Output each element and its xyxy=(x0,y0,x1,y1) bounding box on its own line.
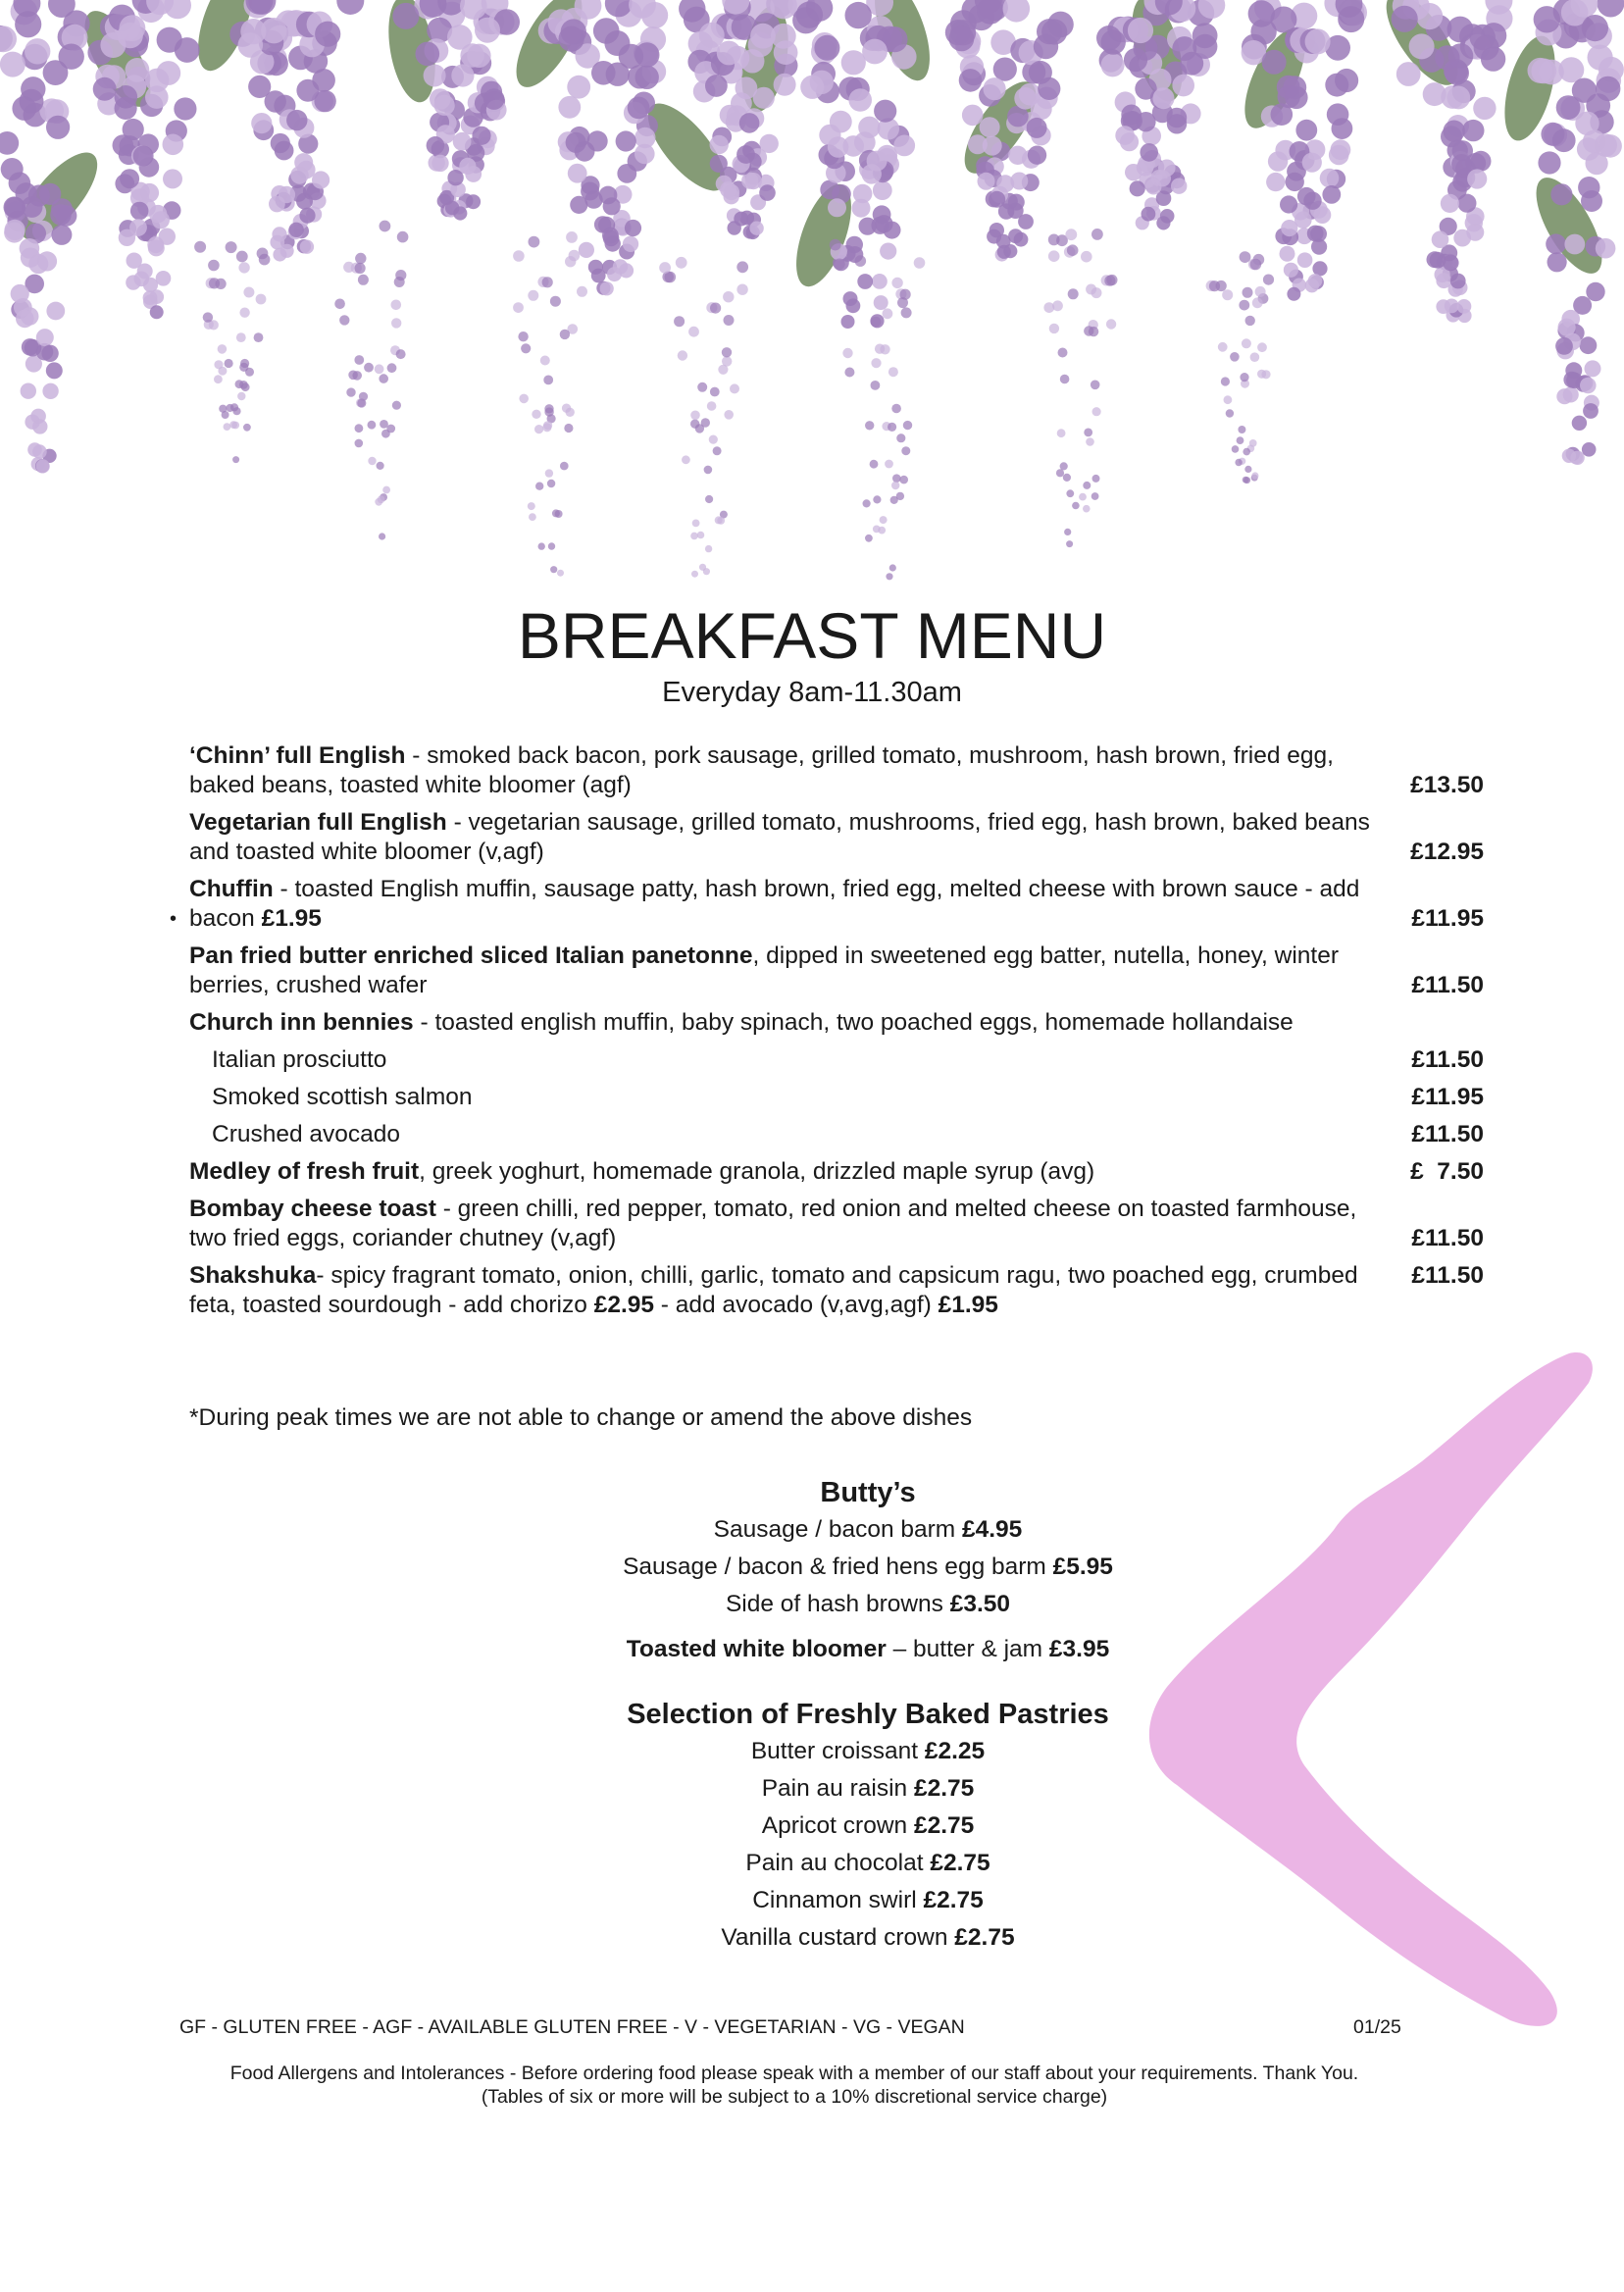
item-price: £11.50 xyxy=(1411,1225,1484,1251)
menu-line: Side of hash browns £3.50 xyxy=(725,1591,1011,1617)
menu-line: Butter croissant £2.25 xyxy=(750,1738,986,1764)
item-price: £11.50 xyxy=(1411,1121,1484,1147)
footer-notes xyxy=(0,2062,1589,2109)
item-name: Chuffin xyxy=(189,876,274,902)
line-price: £4.95 xyxy=(962,1516,1023,1543)
item-price: £11.95 xyxy=(1411,905,1484,932)
line-price: £2.75 xyxy=(923,1887,984,1913)
item-price: £13.50 xyxy=(1410,772,1484,798)
section-title: Butty’s xyxy=(820,1477,916,1508)
menu-item xyxy=(189,1157,1484,1187)
menu-line: Pain au chocolat £2.75 xyxy=(745,1850,990,1876)
item-price: £12.95 xyxy=(1410,839,1484,865)
item-description: - green chilli, red pepper, tomato, red onion and melted cheese on toasted farmhouse, two fried eggs, coriander chutney (v,agf) xyxy=(189,1196,1357,1251)
menu-line: Toasted white bloomer – butter & jam £3.95 xyxy=(626,1636,1110,1662)
dietary-key: GF - GLUTEN FREE - AGF - AVAILABLE GLUTEN FREE - V - VEGETARIAN - VG - VEGAN xyxy=(179,2016,965,2038)
menu-line: Sausage / bacon barm £4.95 xyxy=(713,1516,1023,1543)
wisteria-decoration xyxy=(0,0,1624,588)
menu-subitem xyxy=(189,1045,1484,1075)
item-name: Pan fried butter enriched sliced Italian panetonne xyxy=(189,942,753,969)
peak-times-note: *During peak times we are not able to change or amend the above dishes xyxy=(189,1404,973,1431)
pastries-section xyxy=(0,1699,1624,1957)
menu-date: 01/25 xyxy=(1353,2016,1401,2038)
subitem-name: Crushed avocado xyxy=(212,1121,401,1147)
subitem-name: Italian prosciutto xyxy=(212,1046,387,1073)
item-price: £11.95 xyxy=(1411,1084,1484,1110)
menu-line: Cinnamon swirl £2.75 xyxy=(752,1887,984,1913)
subitem-name: Smoked scottish salmon xyxy=(212,1084,473,1110)
allergen-note: Food Allergens and Intolerances - Before ordering food please speak with a member of our staff about your requirements. Thank You. xyxy=(229,2063,1359,2084)
breakfast-items xyxy=(170,741,1484,1328)
item-description: - toasted English muffin, sausage patty, hash brown, fried egg, melted cheese with brown sauce - add bacon xyxy=(189,876,1360,932)
item-name: Medley of fresh fruit xyxy=(189,1158,420,1185)
bullet-mark: • xyxy=(170,908,178,930)
service-charge-note: (Tables of six or more will be subject to a 10% discretional service charge) xyxy=(481,2086,1108,2108)
item-price: £11.50 xyxy=(1411,972,1484,998)
menu-item xyxy=(170,875,1484,934)
line-price: £2.25 xyxy=(924,1738,986,1764)
menu-item xyxy=(189,741,1484,800)
section-title: Selection of Freshly Baked Pastries xyxy=(627,1699,1109,1730)
butties-section xyxy=(0,1477,1624,1668)
menu-item xyxy=(189,1008,1484,1038)
item-name: Bombay cheese toast xyxy=(189,1196,436,1222)
menu-subitem xyxy=(189,1083,1484,1112)
item-name: Church inn bennies xyxy=(189,1009,414,1036)
line-price: £2.75 xyxy=(913,1775,975,1802)
item-extra-price: £1.95 xyxy=(938,1292,998,1318)
line-price: £3.50 xyxy=(949,1591,1011,1617)
line-price: £2.75 xyxy=(913,1812,975,1839)
menu-item xyxy=(189,942,1484,1000)
item-description: - smoked back bacon, pork sausage, grilled tomato, mushroom, hash brown, fried egg, baked beans, toasted white bloomer (agf) xyxy=(189,742,1334,798)
menu-line: Apricot crown £2.75 xyxy=(761,1812,975,1839)
item-description: , dipped in sweetened egg batter, nutella, honey, winter berries, crushed wafer xyxy=(189,942,1340,998)
line-price: £2.75 xyxy=(930,1850,990,1876)
item-name: Vegetarian full English xyxy=(189,809,447,836)
item-description: - toasted english muffin, baby spinach, two poached eggs, homemade hollandaise xyxy=(413,1009,1294,1036)
menu-line: Sausage / bacon & fried hens egg barm £5.95 xyxy=(623,1553,1113,1580)
page-title: BREAKFAST MENU xyxy=(517,599,1107,672)
line-price: £2.75 xyxy=(954,1924,1015,1951)
opening-hours: Everyday 8am-11.30am xyxy=(662,677,962,708)
item-description: - spicy fragrant tomato, onion, chilli, garlic, tomato and capsicum ragu, two poached egg, crumbed feta, toasted sourdough - add chorizo xyxy=(189,1262,1358,1318)
item-price: £11.50 xyxy=(1411,1046,1484,1073)
item-name: ‘Chinn’ full English xyxy=(189,742,406,769)
menu-item xyxy=(189,1195,1484,1253)
item-description: , greek yoghurt, homemade granola, drizzled maple syrup (avg) xyxy=(419,1158,1095,1185)
menu-line: Vanilla custard crown £2.75 xyxy=(721,1924,1015,1951)
line-price: £5.95 xyxy=(1052,1553,1113,1580)
item-description: - vegetarian sausage, grilled tomato, mushrooms, fried egg, hash brown, baked beans and toasted white bloomer (v,agf) xyxy=(189,809,1370,865)
menu-subitem xyxy=(189,1120,1484,1149)
menu-line: Pain au raisin £2.75 xyxy=(761,1775,975,1802)
menu-item xyxy=(189,1261,1484,1320)
item-extra-price: £1.95 xyxy=(261,905,322,932)
item-price: £ 7.50 xyxy=(1410,1158,1484,1185)
item-description: - add avocado (v,avg,agf) xyxy=(654,1292,939,1318)
item-extra-price: £2.95 xyxy=(593,1292,654,1318)
line-price: £3.95 xyxy=(1048,1636,1110,1662)
menu-item xyxy=(189,808,1484,867)
item-price: £11.50 xyxy=(1411,1262,1484,1289)
item-name: Shakshuka xyxy=(189,1262,317,1289)
